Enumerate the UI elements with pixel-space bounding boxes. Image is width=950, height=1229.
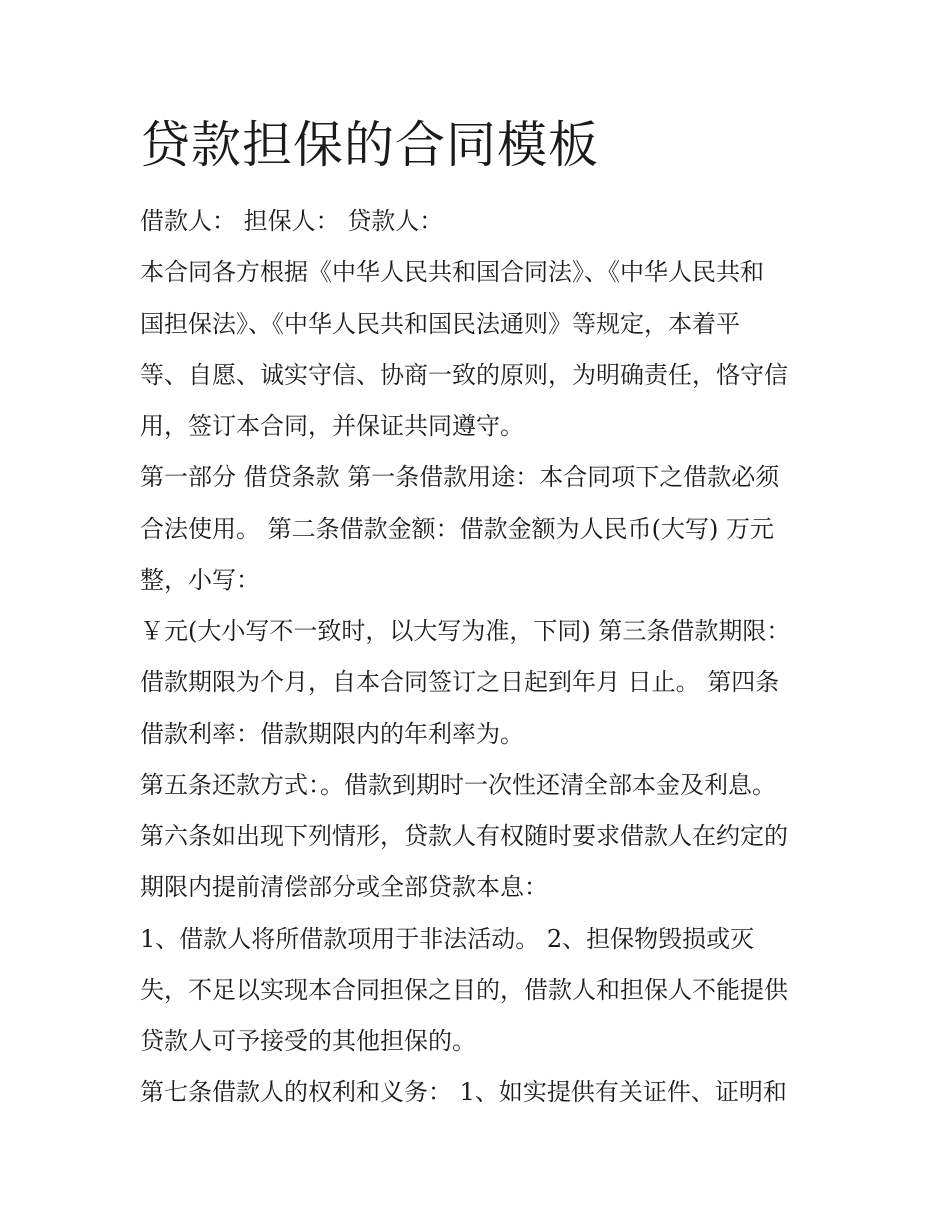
text-line: 第七条借款人的权利和义务： 1、如实提供有关证件、证明和 xyxy=(140,1078,787,1107)
text-line: 借款人： 担保人： 贷款人： xyxy=(140,207,444,235)
document-body xyxy=(140,196,820,1119)
text-line: 第五条还款方式：。借款到期时一次性还清全部本金及利息。 xyxy=(140,770,776,799)
document-title: 贷款担保的合同模板 xyxy=(140,116,599,174)
text-line: ￥元(大小写不一致时，以大写为准，下同) 第三条借款期限： xyxy=(140,617,791,645)
text-line: 贷款人可予接受的其他担保的。 xyxy=(140,1027,476,1055)
text-line: 1、借款人将所借款项用于非法活动。 2、担保物毁损或灭 xyxy=(140,924,755,953)
text-line: 等、自愿、诚实守信、协商一致的原则，为明确责任，恪守信 xyxy=(140,360,788,389)
text-line: 国担保法》、《中华人民共和国民法通则》等规定，本着平 xyxy=(140,309,740,338)
text-line: 合法使用。 第二条借款金额：借款金额为人民币(大写) 万元 xyxy=(140,514,774,543)
text-line: 用，签订本合同，并保证共同遵守。 xyxy=(140,412,524,440)
text-line: 期限内提前清偿部分或全部贷款本息： xyxy=(140,873,548,902)
text-line: 借款期限为个月，自本合同签订之日起到年月 日止。 第四条 xyxy=(140,668,780,697)
text-line: 本合同各方根据《中华人民共和国合同法》、《中华人民共和 xyxy=(140,258,764,287)
text-line: 整，小写： xyxy=(140,565,260,594)
text-line: 第一部分 借贷条款 第一条借款用途：本合同项下之借款必须 xyxy=(140,463,780,492)
text-line: 借款利率：借款期限内的年利率为。 xyxy=(140,719,524,748)
text-line: 失，不足以实现本合同担保之目的，借款人和担保人不能提供 xyxy=(140,975,788,1004)
text-line: 第六条如出现下列情形，贷款人有权随时要求借款人在约定的 xyxy=(140,822,788,850)
